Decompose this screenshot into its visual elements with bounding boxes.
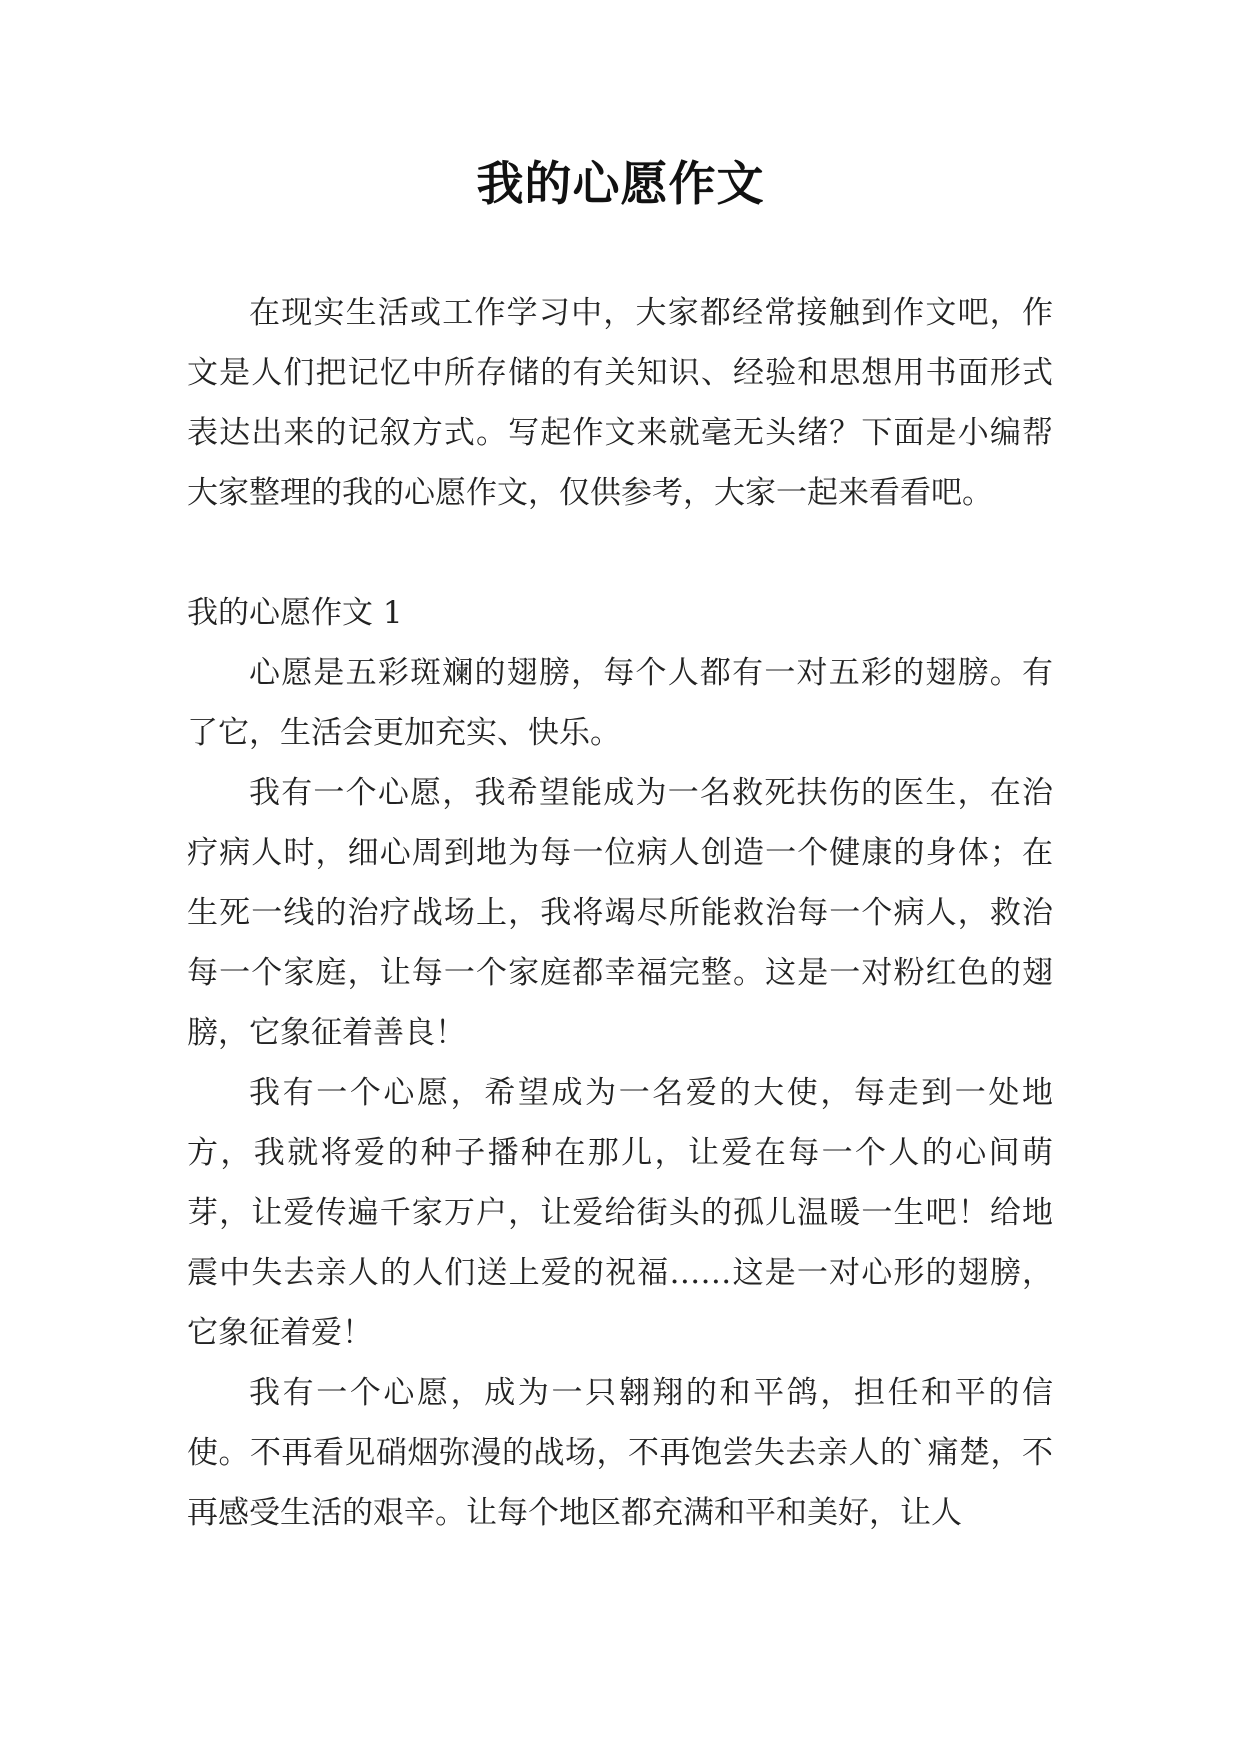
intro-paragraph: 在现实生活或工作学习中，大家都经常接触到作文吧，作文是人们把记忆中所存储的有关知识、经验和思想用书面形式表达出来的记叙方式。写起作文来就毫无头绪？下面是小编帮大家整理的我的心愿作文，仅供参考，大家一起来看看吧。	[187, 295, 1053, 511]
document-body	[187, 283, 1053, 1543]
body-paragraph-4: 我有一个心愿，成为一只翱翔的和平鸽，担任和平的信使。不再看见硝烟弥漫的战场，不再饱尝失去亲人的`痛楚，不再感受生活的艰辛。让每个地区都充满和平和美好，让人	[187, 1375, 1053, 1531]
section-heading: 我的心愿作文 1	[187, 595, 403, 631]
body-paragraph-1: 心愿是五彩斑斓的翅膀，每个人都有一对五彩的翅膀。有了它，生活会更加充实、快乐。	[187, 655, 1053, 751]
body-paragraph-3: 我有一个心愿，希望成为一名爱的大使，每走到一处地方，我就将爱的种子播种在那儿，让爱在每一个人的心间萌芽，让爱传遍千家万户，让爱给街头的孤儿温暖一生吧！给地震中失去亲人的人们送上爱的祝福……这是一对心形的翅膀，它象征着爱！	[187, 1075, 1053, 1351]
document-title: 我的心愿作文	[476, 157, 765, 212]
body-paragraph-2: 我有一个心愿，我希望能成为一名救死扶伤的医生，在治疗病人时，细心周到地为每一位病人创造一个健康的身体；在生死一线的治疗战场上，我将竭尽所能救治每一个病人，救治每一个家庭，让每一个家庭都幸福完整。这是一对粉红色的翅膀，它象征着善良！	[187, 775, 1053, 1051]
